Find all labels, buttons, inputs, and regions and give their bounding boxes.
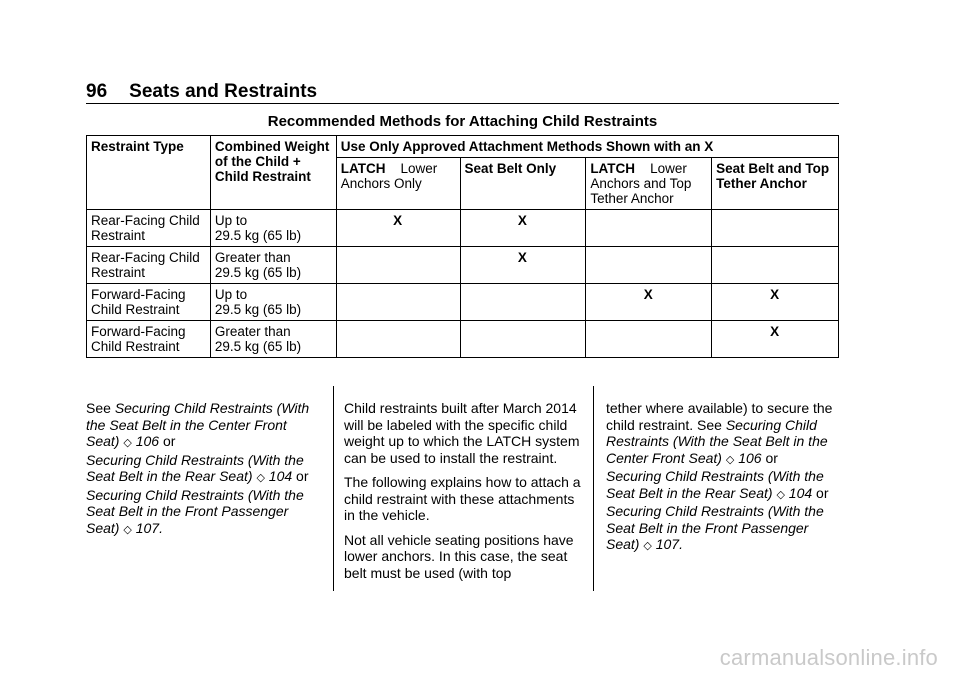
column-2-paragraph-2: The following explains how to attach a child restraint with these attachments in the vehicle. <box>344 474 581 523</box>
column-1-paragraph <box>86 400 324 538</box>
page-link[interactable]: 107. <box>135 519 163 536</box>
column-3-text: tether where available) to secure the child restraint. See <box>606 400 833 433</box>
column-3-paragraph <box>606 400 842 555</box>
header-methods: Use Only Approved Attachment Methods Shown with an X <box>336 136 838 158</box>
or-text: or <box>816 484 829 501</box>
table-header-row <box>87 136 839 158</box>
page-link[interactable]: 104 <box>788 484 813 501</box>
page-reference-icon: ◇ <box>776 488 785 501</box>
column-2-paragraph-1: Child restraints built after March 2014 will be labeled with the specific child weight up to which the LATCH system can be used to install the restraint. <box>344 400 580 466</box>
latch-label: LATCH <box>590 161 636 176</box>
see-text: See <box>86 400 111 416</box>
weight-value: 29.5 kg (65 lb) <box>214 228 302 243</box>
seat-belt-top-tether-cell <box>712 247 839 284</box>
latch-lower-top-tether-text: Lower Anchors and Top Tether Anchor <box>590 161 692 206</box>
table-row <box>87 247 839 284</box>
page-reference-icon: ◇ <box>256 472 265 484</box>
seat-belt-top-tether-cell <box>712 210 839 247</box>
column-2 <box>344 400 584 589</box>
latch-lower-anchors-text: Lower Anchors Only <box>340 161 438 191</box>
or-text: or <box>162 433 176 449</box>
page-reference-icon: ◇ <box>123 437 132 449</box>
child-restraint-methods-table <box>86 135 839 358</box>
reference-link[interactable]: Securing Child Restraints (With the Seat Belt in the Front Passenger Seat) <box>606 503 824 552</box>
weight-qualifier: Up to <box>214 287 248 302</box>
restraint-type-cell: Forward-Facing Child Restraint <box>87 321 211 358</box>
latch-lower-anchors-cell <box>336 321 460 358</box>
reference-link[interactable]: Securing Child Restraints (With the Seat Belt in the Center Front Seat) <box>606 416 828 466</box>
seat-belt-top-tether-cell: X <box>712 284 839 321</box>
seat-belt-only-cell: X <box>460 210 586 247</box>
reference-link[interactable]: Securing Child Restraints (With the Seat Belt in the Rear Seat) <box>86 451 304 484</box>
seat-belt-only-cell <box>460 284 586 321</box>
column-divider <box>333 386 334 591</box>
weight-value: 29.5 kg (65 lb) <box>214 339 302 354</box>
header-restraint-type: Restraint Type <box>87 136 211 210</box>
seat-belt-only-cell: X <box>460 247 586 284</box>
header-latch-lower-top-tether <box>586 158 712 210</box>
column-divider <box>593 386 594 591</box>
restraint-type-cell: Rear-Facing Child Restraint <box>87 210 211 247</box>
or-text: or <box>296 468 309 484</box>
table-title: Recommended Methods for Attaching Child Restraints <box>267 113 658 130</box>
weight-value: 29.5 kg (65 lb) <box>214 265 302 280</box>
reference-link[interactable]: Securing Child Restraints (With the Seat Belt in the Front Passenger Seat) <box>86 486 304 536</box>
weight-qualifier: Up to <box>214 213 248 228</box>
latch-lower-anchors-cell <box>336 284 460 321</box>
latch-lower-anchors-cell <box>336 247 460 284</box>
latch-lower-top-tether-cell <box>586 247 712 284</box>
table-row <box>87 284 839 321</box>
page-number: 96 <box>86 81 108 102</box>
site-watermark: carmanualsonline.info <box>719 645 938 670</box>
header-seat-belt-only: Seat Belt Only <box>460 158 586 210</box>
column-1 <box>86 400 324 546</box>
latch-lower-top-tether-cell <box>586 321 712 358</box>
latch-label: LATCH <box>340 161 386 176</box>
table-row <box>87 210 839 247</box>
seat-belt-top-tether-cell: X <box>712 321 839 358</box>
weight-qualifier: Greater than <box>214 250 291 265</box>
page-reference-icon: ◇ <box>123 523 132 536</box>
header-seat-belt-top-tether: Seat Belt and Top Tether Anchor <box>712 158 839 210</box>
header-latch-lower-anchors <box>336 158 460 210</box>
latch-lower-top-tether-cell: X <box>586 284 712 321</box>
page-link[interactable]: 106 <box>738 449 762 466</box>
reference-link[interactable]: Securing Child Restraints (With the Seat Belt in the Rear Seat) <box>606 468 824 501</box>
reference-link[interactable]: Securing Child Restraints (With the Seat Belt in the Center Front Seat) <box>86 400 310 449</box>
weight-value: 29.5 kg (65 lb) <box>214 302 302 317</box>
latch-lower-top-tether-cell <box>586 210 712 247</box>
seat-belt-only-cell <box>460 321 586 358</box>
latch-lower-anchors-cell: X <box>336 210 460 247</box>
page-link[interactable]: 107. <box>655 536 683 552</box>
column-3 <box>606 400 842 563</box>
restraint-type-cell: Rear-Facing Child Restraint <box>87 247 211 284</box>
weight-qualifier: Greater than <box>214 324 291 339</box>
header-combined-weight: Combined Weight of the Child + Child Restraint <box>210 136 336 210</box>
header-rule <box>86 103 839 104</box>
weight-cell <box>210 247 336 284</box>
weight-cell <box>210 321 336 358</box>
page-reference-icon: ◇ <box>725 453 735 466</box>
page-reference-icon: ◇ <box>643 540 652 552</box>
or-text: or <box>765 449 778 466</box>
page-header <box>86 81 317 103</box>
table-row <box>87 321 839 358</box>
page-link[interactable]: 106 <box>135 433 160 449</box>
page-link[interactable]: 104 <box>268 468 293 484</box>
weight-cell <box>210 284 336 321</box>
restraint-type-cell: Forward-Facing Child Restraint <box>87 284 211 321</box>
section-title: Seats and Restraints <box>129 81 318 102</box>
column-2-paragraph-3: Not all vehicle seating positions have lower anchors. In this case, the seat belt must be used (with top <box>344 531 574 581</box>
weight-cell <box>210 210 336 247</box>
